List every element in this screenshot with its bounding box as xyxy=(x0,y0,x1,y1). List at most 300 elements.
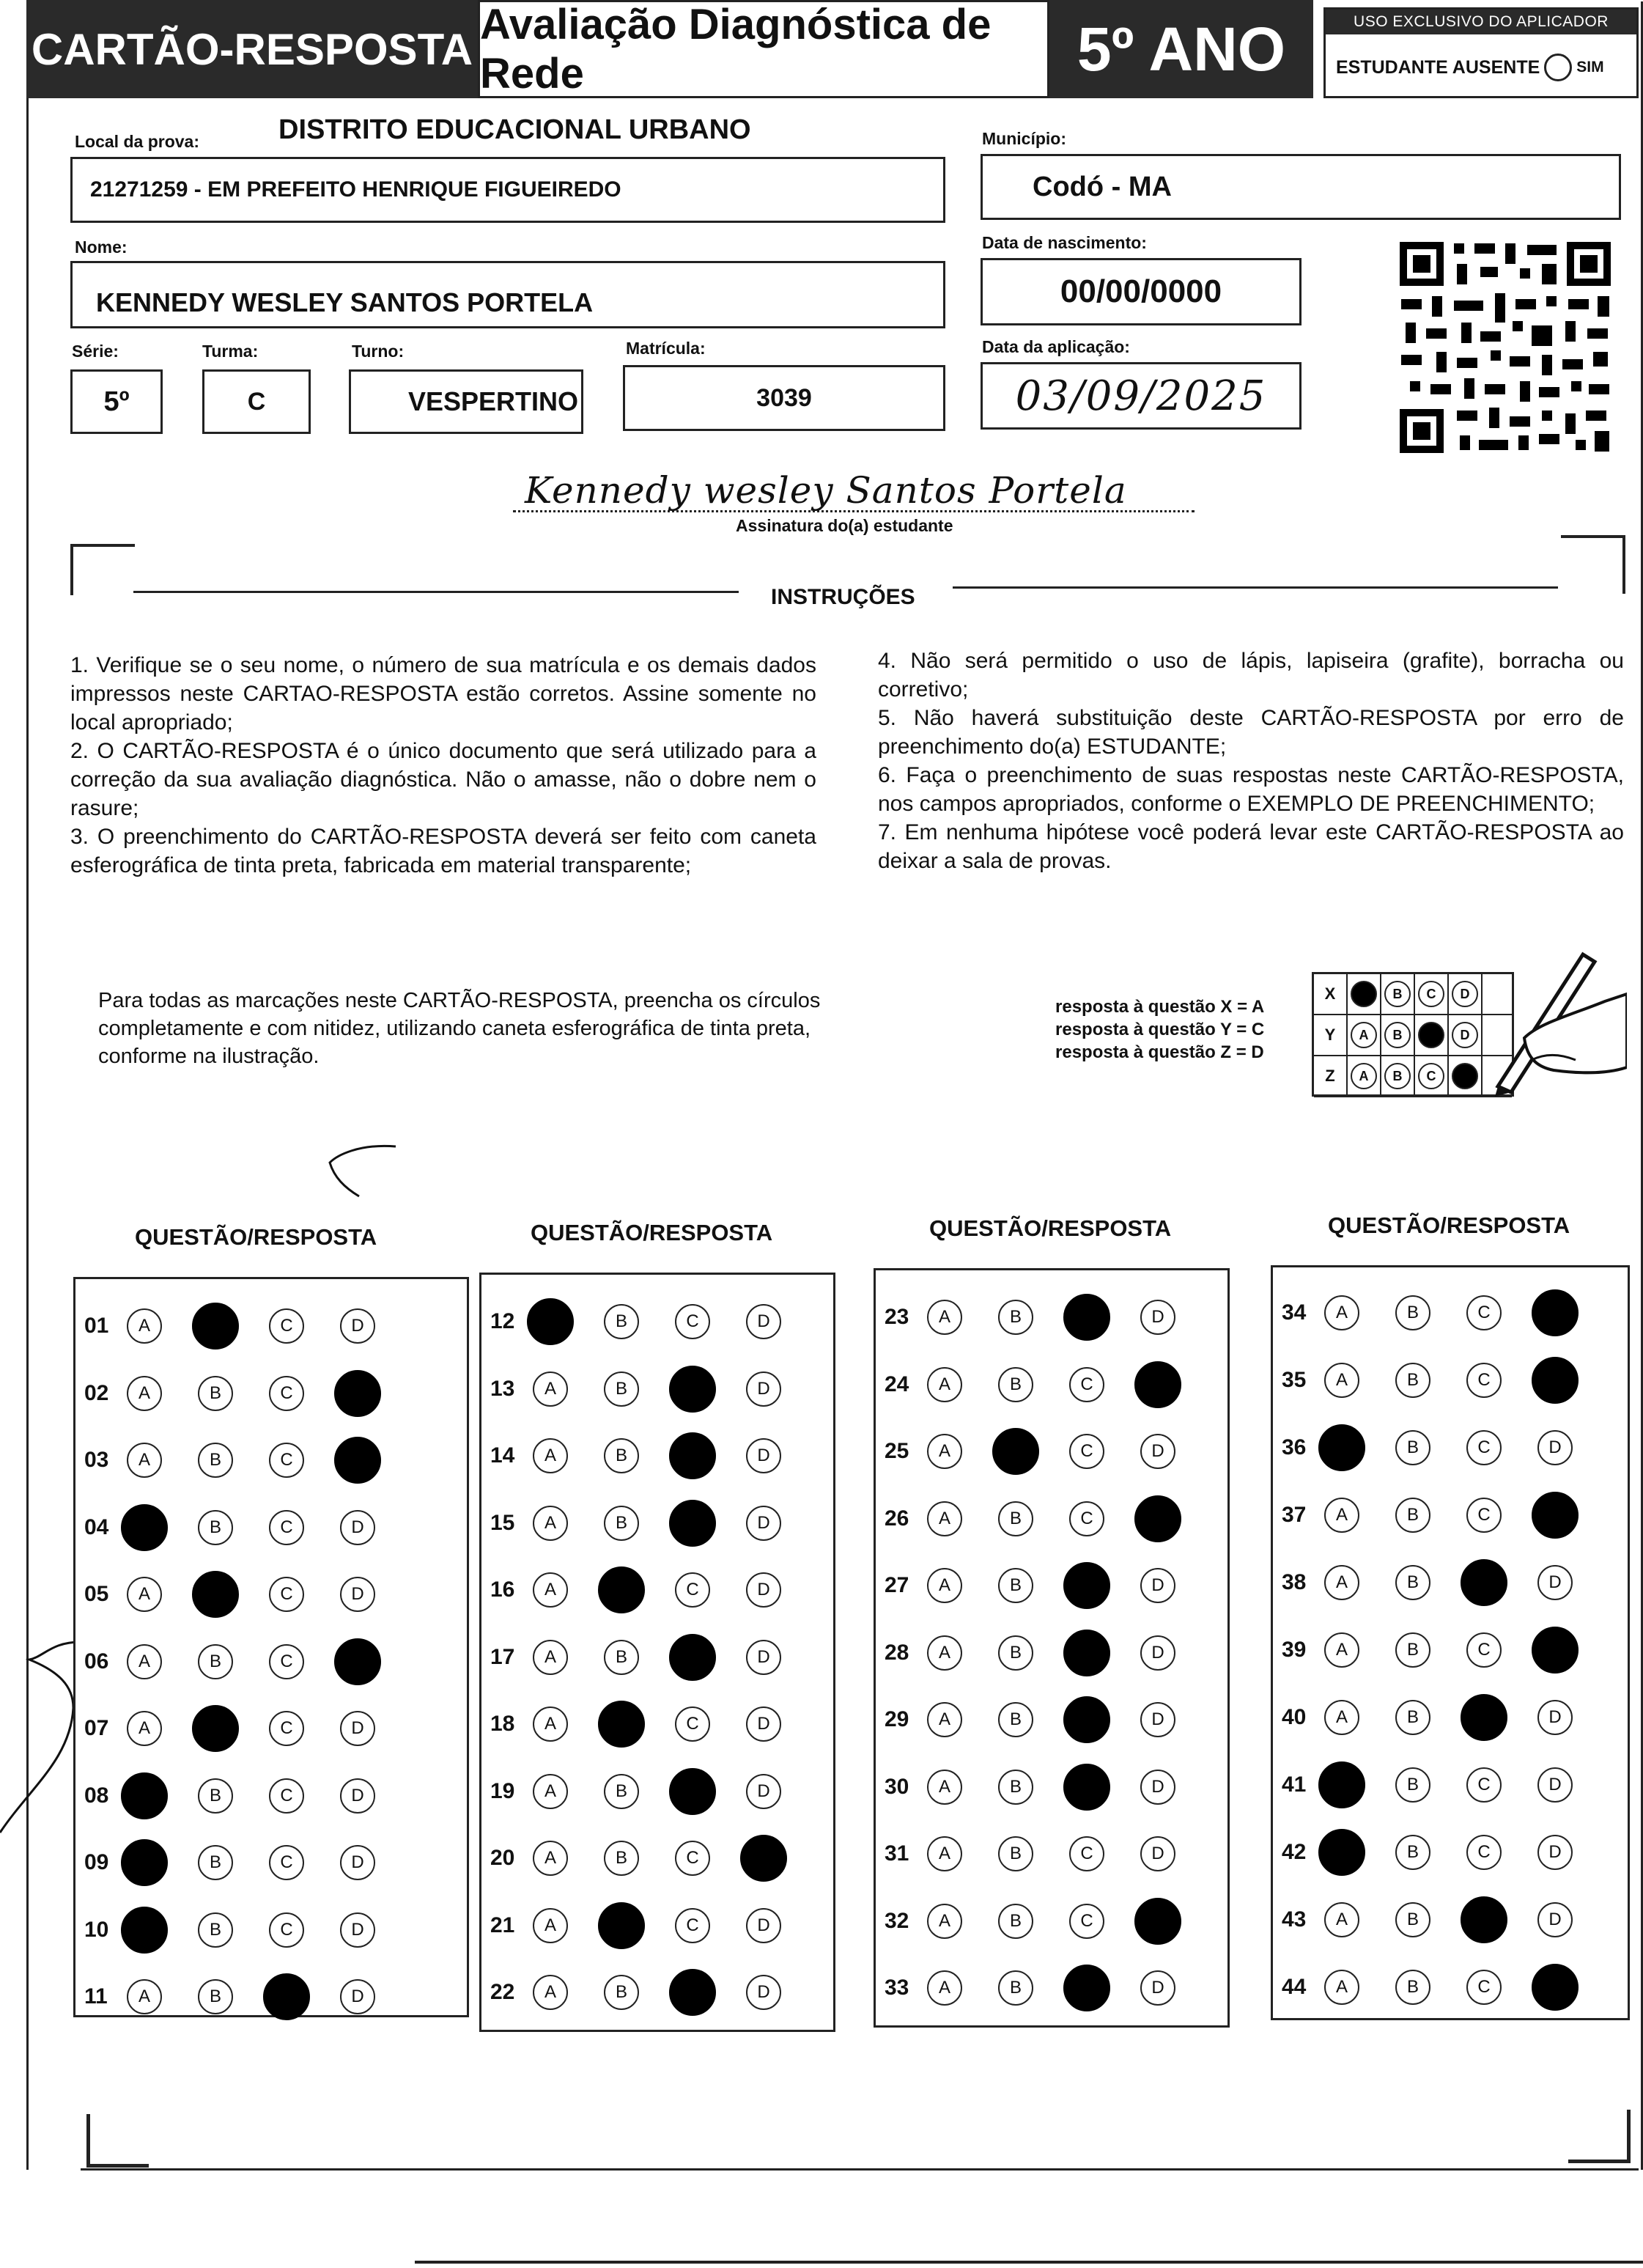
answer-bubble[interactable]: B xyxy=(198,1443,233,1478)
answer-bubble[interactable]: C xyxy=(675,1841,710,1876)
answer-bubble-filled[interactable] xyxy=(192,1705,239,1752)
example-line-z: resposta à questão Z = D xyxy=(1055,1042,1264,1062)
answer-bubble[interactable]: D xyxy=(1537,1700,1573,1735)
answer-bubble[interactable]: D xyxy=(746,1640,781,1675)
example-cell xyxy=(1348,1056,1381,1096)
answer-bubble-filled[interactable] xyxy=(598,1566,645,1613)
answer-bubble-filled[interactable] xyxy=(598,1701,645,1748)
answer-bubble-filled[interactable] xyxy=(1134,1495,1181,1542)
answer-bubble-filled[interactable] xyxy=(1461,1559,1507,1606)
answer-bubble-filled[interactable] xyxy=(669,1634,716,1681)
answer-row xyxy=(876,1564,1211,1608)
question-number: 09 xyxy=(84,1850,109,1874)
answer-bubble-filled[interactable] xyxy=(1318,1424,1365,1471)
answer-bubble-filled[interactable] xyxy=(669,1969,716,2016)
answer-panel-4 xyxy=(1271,1265,1630,2020)
example-bubble: A xyxy=(1351,1063,1377,1089)
answer-bubble[interactable]: A xyxy=(927,1970,962,2006)
question-number: 35 xyxy=(1282,1368,1307,1392)
answer-bubble[interactable]: A xyxy=(1324,1970,1359,2005)
answer-bubble[interactable]: B xyxy=(1395,1632,1430,1668)
answer-bubble-filled[interactable] xyxy=(121,1839,168,1886)
answer-bubble[interactable]: B xyxy=(604,1774,639,1809)
answer-bubble[interactable]: A xyxy=(533,1908,568,1943)
example-cell xyxy=(1449,1056,1483,1096)
answer-row xyxy=(1273,1830,1609,1874)
answer-bubble[interactable]: B xyxy=(1395,1902,1430,1937)
answer-bubble[interactable]: D xyxy=(340,1845,375,1880)
example-row xyxy=(1314,1015,1512,1056)
answer-bubble-filled[interactable] xyxy=(598,1902,645,1949)
answer-bubble[interactable]: B xyxy=(198,1778,233,1814)
answer-panel-1 xyxy=(73,1277,469,2017)
answer-bubble-filled[interactable] xyxy=(1461,1896,1507,1943)
answer-bubble[interactable]: D xyxy=(1140,1434,1175,1469)
answer-bubble[interactable]: C xyxy=(269,1845,304,1880)
example-lines xyxy=(1055,995,1264,1064)
answer-row xyxy=(481,1970,817,2014)
answer-bubble-filled[interactable] xyxy=(1063,1696,1110,1743)
answer-bubble[interactable]: D xyxy=(746,1706,781,1742)
answer-bubble[interactable]: C xyxy=(269,1510,304,1545)
question-number: 04 xyxy=(84,1514,109,1539)
answer-bubble[interactable]: A xyxy=(927,1367,962,1402)
answer-bubble[interactable]: C xyxy=(1466,1632,1502,1668)
answer-bubble[interactable]: A xyxy=(927,1434,962,1469)
corner-mark-bottom-left xyxy=(86,2114,149,2168)
absent-option: SIM xyxy=(1576,59,1604,76)
answer-bubble-filled[interactable] xyxy=(1063,1965,1110,2011)
answer-bubble[interactable]: D xyxy=(1140,1836,1175,1871)
question-number: 34 xyxy=(1282,1300,1307,1325)
answer-bubble[interactable]: B xyxy=(998,1501,1033,1536)
aplicacao-label: Data da aplicação: xyxy=(982,337,1130,356)
instruction-4: 4. Não será permitido o uso de lápis, lapiseira (grafite), borracha ou corretivo; xyxy=(878,649,1624,702)
answer-bubble[interactable]: C xyxy=(675,1908,710,1943)
answer-row xyxy=(1273,1696,1609,1739)
question-number: 44 xyxy=(1282,1975,1307,1999)
answer-bubble[interactable]: D xyxy=(340,1308,375,1344)
answer-bubble-filled[interactable] xyxy=(334,1638,381,1685)
answer-bubble[interactable]: A xyxy=(533,1572,568,1608)
answer-bubble[interactable]: C xyxy=(269,1912,304,1948)
answer-bubble[interactable]: D xyxy=(1537,1767,1573,1803)
answer-bubble[interactable]: C xyxy=(1466,1295,1502,1330)
question-number: 38 xyxy=(1282,1570,1307,1594)
answer-bubble-filled[interactable] xyxy=(527,1298,574,1345)
answer-bubble-filled[interactable] xyxy=(334,1370,381,1417)
answer-bubble[interactable]: C xyxy=(269,1443,304,1478)
local-label: Local da prova: xyxy=(75,132,199,151)
answer-row xyxy=(75,1506,411,1550)
corner-mark-bottom-right xyxy=(1568,2110,1631,2163)
example-cell xyxy=(1381,1015,1415,1055)
answer-bubble[interactable]: A xyxy=(533,1841,568,1876)
answer-bubble[interactable]: A xyxy=(927,1770,962,1805)
answer-bubble[interactable]: B xyxy=(1395,1498,1430,1533)
example-bubble xyxy=(1452,1063,1478,1089)
grade-title: 5º ANO xyxy=(1049,0,1313,98)
answer-row xyxy=(75,1908,411,1952)
answer-bubble[interactable]: B xyxy=(604,1975,639,2010)
district: DISTRITO EDUCACIONAL URBANO xyxy=(278,114,751,145)
answer-bubble-filled[interactable] xyxy=(1134,1361,1181,1408)
answer-row xyxy=(75,1774,411,1818)
answer-bubble[interactable]: A xyxy=(1324,1565,1359,1600)
answer-bubble[interactable]: D xyxy=(340,1577,375,1612)
answer-bubble[interactable]: A xyxy=(127,1308,162,1344)
instructions-left xyxy=(70,651,816,880)
exam-title: Avaliação Diagnóstica de Rede xyxy=(478,0,1049,98)
answer-row xyxy=(876,1295,1211,1339)
answer-bubble[interactable]: A xyxy=(927,1836,962,1871)
answer-bubble-filled[interactable] xyxy=(1063,1562,1110,1609)
question-number: 15 xyxy=(490,1510,515,1535)
example-cell xyxy=(1415,1056,1449,1096)
answer-bubble-filled[interactable] xyxy=(1318,1761,1365,1808)
answer-bubble[interactable]: A xyxy=(533,1706,568,1742)
answer-row xyxy=(1273,1561,1609,1605)
answer-bubble-filled[interactable] xyxy=(1532,1357,1579,1404)
municipio-label: Município: xyxy=(982,129,1066,148)
answer-bubble[interactable]: D xyxy=(746,1506,781,1541)
answer-bubble[interactable]: C xyxy=(1069,1367,1104,1402)
card-title: CARTÃO-RESPOSTA xyxy=(26,0,478,98)
answer-bubble[interactable]: B xyxy=(998,1568,1033,1603)
answer-row xyxy=(75,1304,411,1348)
answer-bubble[interactable]: B xyxy=(998,1300,1033,1335)
example-cell xyxy=(1449,1015,1483,1055)
answer-bubble[interactable]: A xyxy=(927,1904,962,1939)
answer-bubble[interactable]: C xyxy=(675,1572,710,1608)
question-number: 16 xyxy=(490,1577,515,1602)
answer-bubble[interactable]: C xyxy=(1466,1430,1502,1465)
answer-bubble-filled[interactable] xyxy=(192,1571,239,1618)
answer-bubble-filled[interactable] xyxy=(1063,1294,1110,1341)
answer-bubble[interactable]: B xyxy=(604,1304,639,1339)
answer-bubble[interactable]: C xyxy=(1069,1434,1104,1469)
answer-bubble-filled[interactable] xyxy=(1532,1289,1579,1336)
answer-bubble[interactable]: D xyxy=(746,1372,781,1407)
answer-bubble[interactable]: A xyxy=(127,1577,162,1612)
answer-bubble[interactable]: D xyxy=(1140,1568,1175,1603)
answer-row xyxy=(481,1434,817,1478)
question-number: 31 xyxy=(885,1841,909,1866)
turno-field: VESPERTINO xyxy=(349,369,583,434)
answer-bubble-filled[interactable] xyxy=(669,1768,716,1815)
question-number: 17 xyxy=(490,1644,515,1669)
answer-row xyxy=(1273,1965,1609,2009)
answer-bubble[interactable]: C xyxy=(269,1308,304,1344)
answer-bubble[interactable]: A xyxy=(127,1443,162,1478)
answer-bubble[interactable]: B xyxy=(1395,1767,1430,1803)
example-cell xyxy=(1381,1056,1415,1096)
bottom-frame-line xyxy=(81,2168,1639,2171)
answer-bubble-filled[interactable] xyxy=(334,1437,381,1484)
answer-bubble[interactable]: C xyxy=(1466,1767,1502,1803)
answer-row xyxy=(1273,1426,1609,1470)
question-number: 05 xyxy=(84,1582,109,1606)
example-bubble: A xyxy=(1351,1022,1377,1048)
answer-bubble[interactable]: D xyxy=(340,1979,375,2014)
answer-bubble[interactable]: B xyxy=(198,1376,233,1411)
answer-row xyxy=(876,1363,1211,1407)
example-cell xyxy=(1381,974,1415,1014)
example-cell xyxy=(1348,974,1381,1014)
answer-bubble[interactable]: A xyxy=(533,1774,568,1809)
question-number: 18 xyxy=(490,1712,515,1736)
answer-bubble-filled[interactable] xyxy=(1063,1630,1110,1676)
answer-bubble[interactable]: B xyxy=(998,1970,1033,2006)
answer-bubble[interactable]: A xyxy=(127,1376,162,1411)
example-row xyxy=(1314,1056,1512,1097)
answer-row xyxy=(1273,1358,1609,1402)
answer-bubble[interactable]: C xyxy=(1069,1904,1104,1939)
answer-bubble[interactable]: A xyxy=(927,1300,962,1335)
answer-bubble[interactable]: A xyxy=(1324,1632,1359,1668)
answer-row xyxy=(1273,1493,1609,1537)
answer-bubble-filled[interactable] xyxy=(1461,1694,1507,1741)
municipio-field: Codó - MA xyxy=(981,154,1621,220)
answer-bubble[interactable]: B xyxy=(998,1904,1033,1939)
answer-bubble[interactable]: C xyxy=(1466,1363,1502,1398)
answers-title-1: QUESTÃO/RESPOSTA xyxy=(135,1224,377,1250)
example-bubble: B xyxy=(1384,1063,1411,1089)
answer-bubble[interactable]: B xyxy=(198,1979,233,2014)
answer-bubble[interactable]: C xyxy=(269,1577,304,1612)
answer-bubble[interactable]: B xyxy=(198,1912,233,1948)
example-bubble: D xyxy=(1452,1022,1478,1048)
answer-bubble[interactable]: C xyxy=(1466,1835,1502,1870)
answer-bubble[interactable]: D xyxy=(340,1711,375,1746)
answer-bubble[interactable]: A xyxy=(927,1501,962,1536)
answer-row xyxy=(481,1702,817,1746)
question-number: 23 xyxy=(885,1305,909,1329)
answer-bubble[interactable]: B xyxy=(198,1644,233,1679)
question-number: 42 xyxy=(1282,1840,1307,1864)
instructions-rule-left xyxy=(133,591,739,593)
answer-bubble[interactable]: B xyxy=(998,1635,1033,1671)
answer-bubble-filled[interactable] xyxy=(1318,1829,1365,1876)
answer-bubble[interactable]: B xyxy=(1395,1430,1430,1465)
answer-row xyxy=(876,1631,1211,1675)
fill-note: Para todas as marcações neste CARTÃO-RESPOSTA, preencha os círculos completamente e com nitidez, utilizando caneta esferográfica de tinta preta, conforme na ilustração. xyxy=(98,989,821,1068)
question-number: 36 xyxy=(1282,1435,1307,1459)
answer-row xyxy=(75,1706,411,1750)
answer-bubble-filled[interactable] xyxy=(263,1973,310,2020)
answer-bubble-filled[interactable] xyxy=(121,1907,168,1954)
answer-bubble-filled[interactable] xyxy=(740,1835,787,1882)
answer-bubble[interactable]: A xyxy=(533,1640,568,1675)
question-number: 03 xyxy=(84,1448,109,1472)
answer-row xyxy=(75,1841,411,1885)
example-bubble xyxy=(1351,981,1377,1007)
answer-bubble[interactable]: B xyxy=(198,1845,233,1880)
answer-bubble[interactable]: D xyxy=(1537,1835,1573,1870)
answer-bubble[interactable]: B xyxy=(1395,1970,1430,2005)
answer-bubble[interactable]: C xyxy=(1466,1498,1502,1533)
answer-bubble[interactable]: B xyxy=(1395,1565,1430,1600)
answer-bubble-filled[interactable] xyxy=(192,1303,239,1350)
answer-row xyxy=(876,1765,1211,1809)
answer-bubble[interactable]: C xyxy=(269,1644,304,1679)
answer-bubble[interactable]: C xyxy=(269,1778,304,1814)
question-number: 27 xyxy=(885,1573,909,1597)
answer-row xyxy=(876,1429,1211,1473)
answer-bubble[interactable]: A xyxy=(927,1702,962,1737)
nome-label: Nome: xyxy=(75,238,128,257)
example-cell xyxy=(1449,974,1483,1014)
answer-bubble[interactable]: A xyxy=(127,1979,162,2014)
question-number: 33 xyxy=(885,1976,909,2000)
answer-bubble[interactable]: D xyxy=(340,1912,375,1948)
answer-bubble[interactable]: D xyxy=(746,1572,781,1608)
answer-bubble[interactable]: C xyxy=(675,1706,710,1742)
answer-bubble[interactable]: B xyxy=(604,1841,639,1876)
answer-bubble-filled[interactable] xyxy=(669,1432,716,1479)
answer-bubble[interactable]: C xyxy=(675,1304,710,1339)
answer-bubble[interactable]: A xyxy=(1324,1700,1359,1735)
instruction-5: 5. Não haverá substituição deste CARTÃO-RESPOSTA por erro de preenchimento do(a) ESTUDANTE; xyxy=(878,706,1624,759)
qr-code xyxy=(1395,238,1615,457)
answer-bubble[interactable]: D xyxy=(746,1975,781,2010)
answer-bubble[interactable]: C xyxy=(1069,1501,1104,1536)
answer-bubble[interactable]: D xyxy=(1537,1430,1573,1465)
answer-bubble[interactable]: A xyxy=(1324,1295,1359,1330)
answer-bubble[interactable]: A xyxy=(927,1635,962,1671)
answer-bubble-filled[interactable] xyxy=(1532,1492,1579,1539)
example-bubble xyxy=(1418,1022,1444,1048)
question-number: 20 xyxy=(490,1846,515,1870)
question-number: 28 xyxy=(885,1640,909,1665)
answer-bubble-filled[interactable] xyxy=(1532,1964,1579,2011)
answer-row xyxy=(481,1836,817,1880)
answer-bubble[interactable]: B xyxy=(198,1510,233,1545)
answer-bubble[interactable]: A xyxy=(927,1568,962,1603)
answer-bubble[interactable]: B xyxy=(1395,1295,1430,1330)
answer-row xyxy=(481,1635,817,1679)
corner-mark-top-left xyxy=(70,544,135,595)
answer-bubble[interactable]: A xyxy=(127,1711,162,1746)
example-cell xyxy=(1415,1015,1449,1055)
turma-label: Turma: xyxy=(202,342,259,361)
answer-bubble[interactable]: A xyxy=(1324,1363,1359,1398)
serie-label: Série: xyxy=(72,342,119,361)
answer-bubble[interactable]: A xyxy=(1324,1902,1359,1937)
answer-bubble[interactable]: A xyxy=(533,1975,568,2010)
answer-bubble[interactable]: D xyxy=(1537,1565,1573,1600)
nascimento-label: Data de nascimento: xyxy=(982,233,1147,252)
question-number: 25 xyxy=(885,1439,909,1463)
question-number: 32 xyxy=(885,1908,909,1933)
answer-bubble-filled[interactable] xyxy=(992,1428,1039,1475)
answer-bubble[interactable]: A xyxy=(127,1644,162,1679)
answer-bubble[interactable]: D xyxy=(746,1304,781,1339)
answer-row xyxy=(876,1832,1211,1876)
question-number: 10 xyxy=(84,1917,109,1942)
answer-bubble[interactable]: B xyxy=(604,1438,639,1473)
question-number: 30 xyxy=(885,1774,909,1799)
example-row xyxy=(1314,974,1512,1015)
answer-bubble-filled[interactable] xyxy=(669,1366,716,1413)
answer-bubble[interactable]: B xyxy=(998,1367,1033,1402)
answer-bubble[interactable]: A xyxy=(533,1506,568,1541)
answer-row xyxy=(481,1568,817,1612)
example-line-y: resposta à questão Y = C xyxy=(1055,1020,1265,1039)
instruction-3: 3. O preenchimento do CARTÃO-RESPOSTA deverá ser feito com caneta esferográfica de tinta preta, fabricada em material transparente; xyxy=(70,825,816,877)
answer-bubble[interactable]: D xyxy=(1140,1770,1175,1805)
example-bubble: C xyxy=(1418,1063,1444,1089)
answer-bubble-filled[interactable] xyxy=(1063,1764,1110,1811)
answer-bubble[interactable]: D xyxy=(1140,1702,1175,1737)
answer-bubble[interactable]: D xyxy=(340,1778,375,1814)
answer-bubble[interactable]: D xyxy=(1140,1300,1175,1335)
answer-bubble[interactable]: B xyxy=(998,1702,1033,1737)
answer-row xyxy=(481,1300,817,1344)
answer-bubble[interactable]: D xyxy=(1140,1635,1175,1671)
answer-bubble[interactable]: A xyxy=(533,1372,568,1407)
answer-bubble[interactable]: B xyxy=(998,1836,1033,1871)
question-number: 41 xyxy=(1282,1772,1307,1797)
answers-title-4: QUESTÃO/RESPOSTA xyxy=(1328,1212,1570,1238)
question-number: 08 xyxy=(84,1783,109,1808)
answer-bubble[interactable]: B xyxy=(998,1770,1033,1805)
answer-bubble[interactable]: D xyxy=(1537,1902,1573,1937)
example-bubble: B xyxy=(1384,981,1411,1007)
answer-bubble[interactable]: B xyxy=(1395,1363,1430,1398)
answer-bubble-filled[interactable] xyxy=(1532,1627,1579,1674)
question-number: 21 xyxy=(490,1912,515,1937)
corner-mark-top-right xyxy=(1561,535,1625,594)
answer-row xyxy=(1273,1763,1609,1807)
instructions-title: INSTRUÇÕES xyxy=(771,585,915,609)
answer-bubble[interactable]: D xyxy=(746,1438,781,1473)
answer-bubble[interactable]: B xyxy=(1395,1700,1430,1735)
answer-bubble[interactable]: B xyxy=(604,1640,639,1675)
answer-row xyxy=(1273,1628,1609,1672)
answer-bubble-filled[interactable] xyxy=(669,1500,716,1547)
question-number: 39 xyxy=(1282,1638,1307,1662)
answer-bubble[interactable]: C xyxy=(1466,1970,1502,2005)
answer-bubble[interactable]: D xyxy=(1140,1970,1175,2006)
answer-row xyxy=(876,1698,1211,1742)
question-number: 01 xyxy=(84,1314,109,1338)
page-bottom-edge xyxy=(415,2261,1643,2264)
answer-bubble-filled[interactable] xyxy=(121,1504,168,1551)
answer-bubble-filled[interactable] xyxy=(1134,1898,1181,1945)
example-bubble: D xyxy=(1452,981,1478,1007)
answer-bubble[interactable]: D xyxy=(746,1908,781,1943)
answer-bubble[interactable]: A xyxy=(1324,1498,1359,1533)
matricula-field: 3039 xyxy=(623,365,945,431)
answer-bubble[interactable]: B xyxy=(1395,1835,1430,1870)
question-number: 22 xyxy=(490,1980,515,2004)
absent-label: ESTUDANTE AUSENTE xyxy=(1336,56,1540,78)
answer-bubble[interactable]: C xyxy=(1069,1836,1104,1871)
answer-bubble[interactable]: B xyxy=(604,1506,639,1541)
answer-bubble[interactable]: D xyxy=(340,1510,375,1545)
question-number: 06 xyxy=(84,1649,109,1674)
instructions-right xyxy=(878,647,1624,875)
answer-row xyxy=(75,1975,411,2019)
answer-bubble[interactable]: C xyxy=(269,1711,304,1746)
absent-checkbox[interactable] xyxy=(1544,54,1572,81)
answer-bubble[interactable]: C xyxy=(269,1376,304,1411)
answer-bubble[interactable]: B xyxy=(604,1372,639,1407)
answer-bubble[interactable]: A xyxy=(533,1438,568,1473)
answer-bubble[interactable]: D xyxy=(746,1774,781,1809)
answer-bubble-filled[interactable] xyxy=(121,1772,168,1819)
